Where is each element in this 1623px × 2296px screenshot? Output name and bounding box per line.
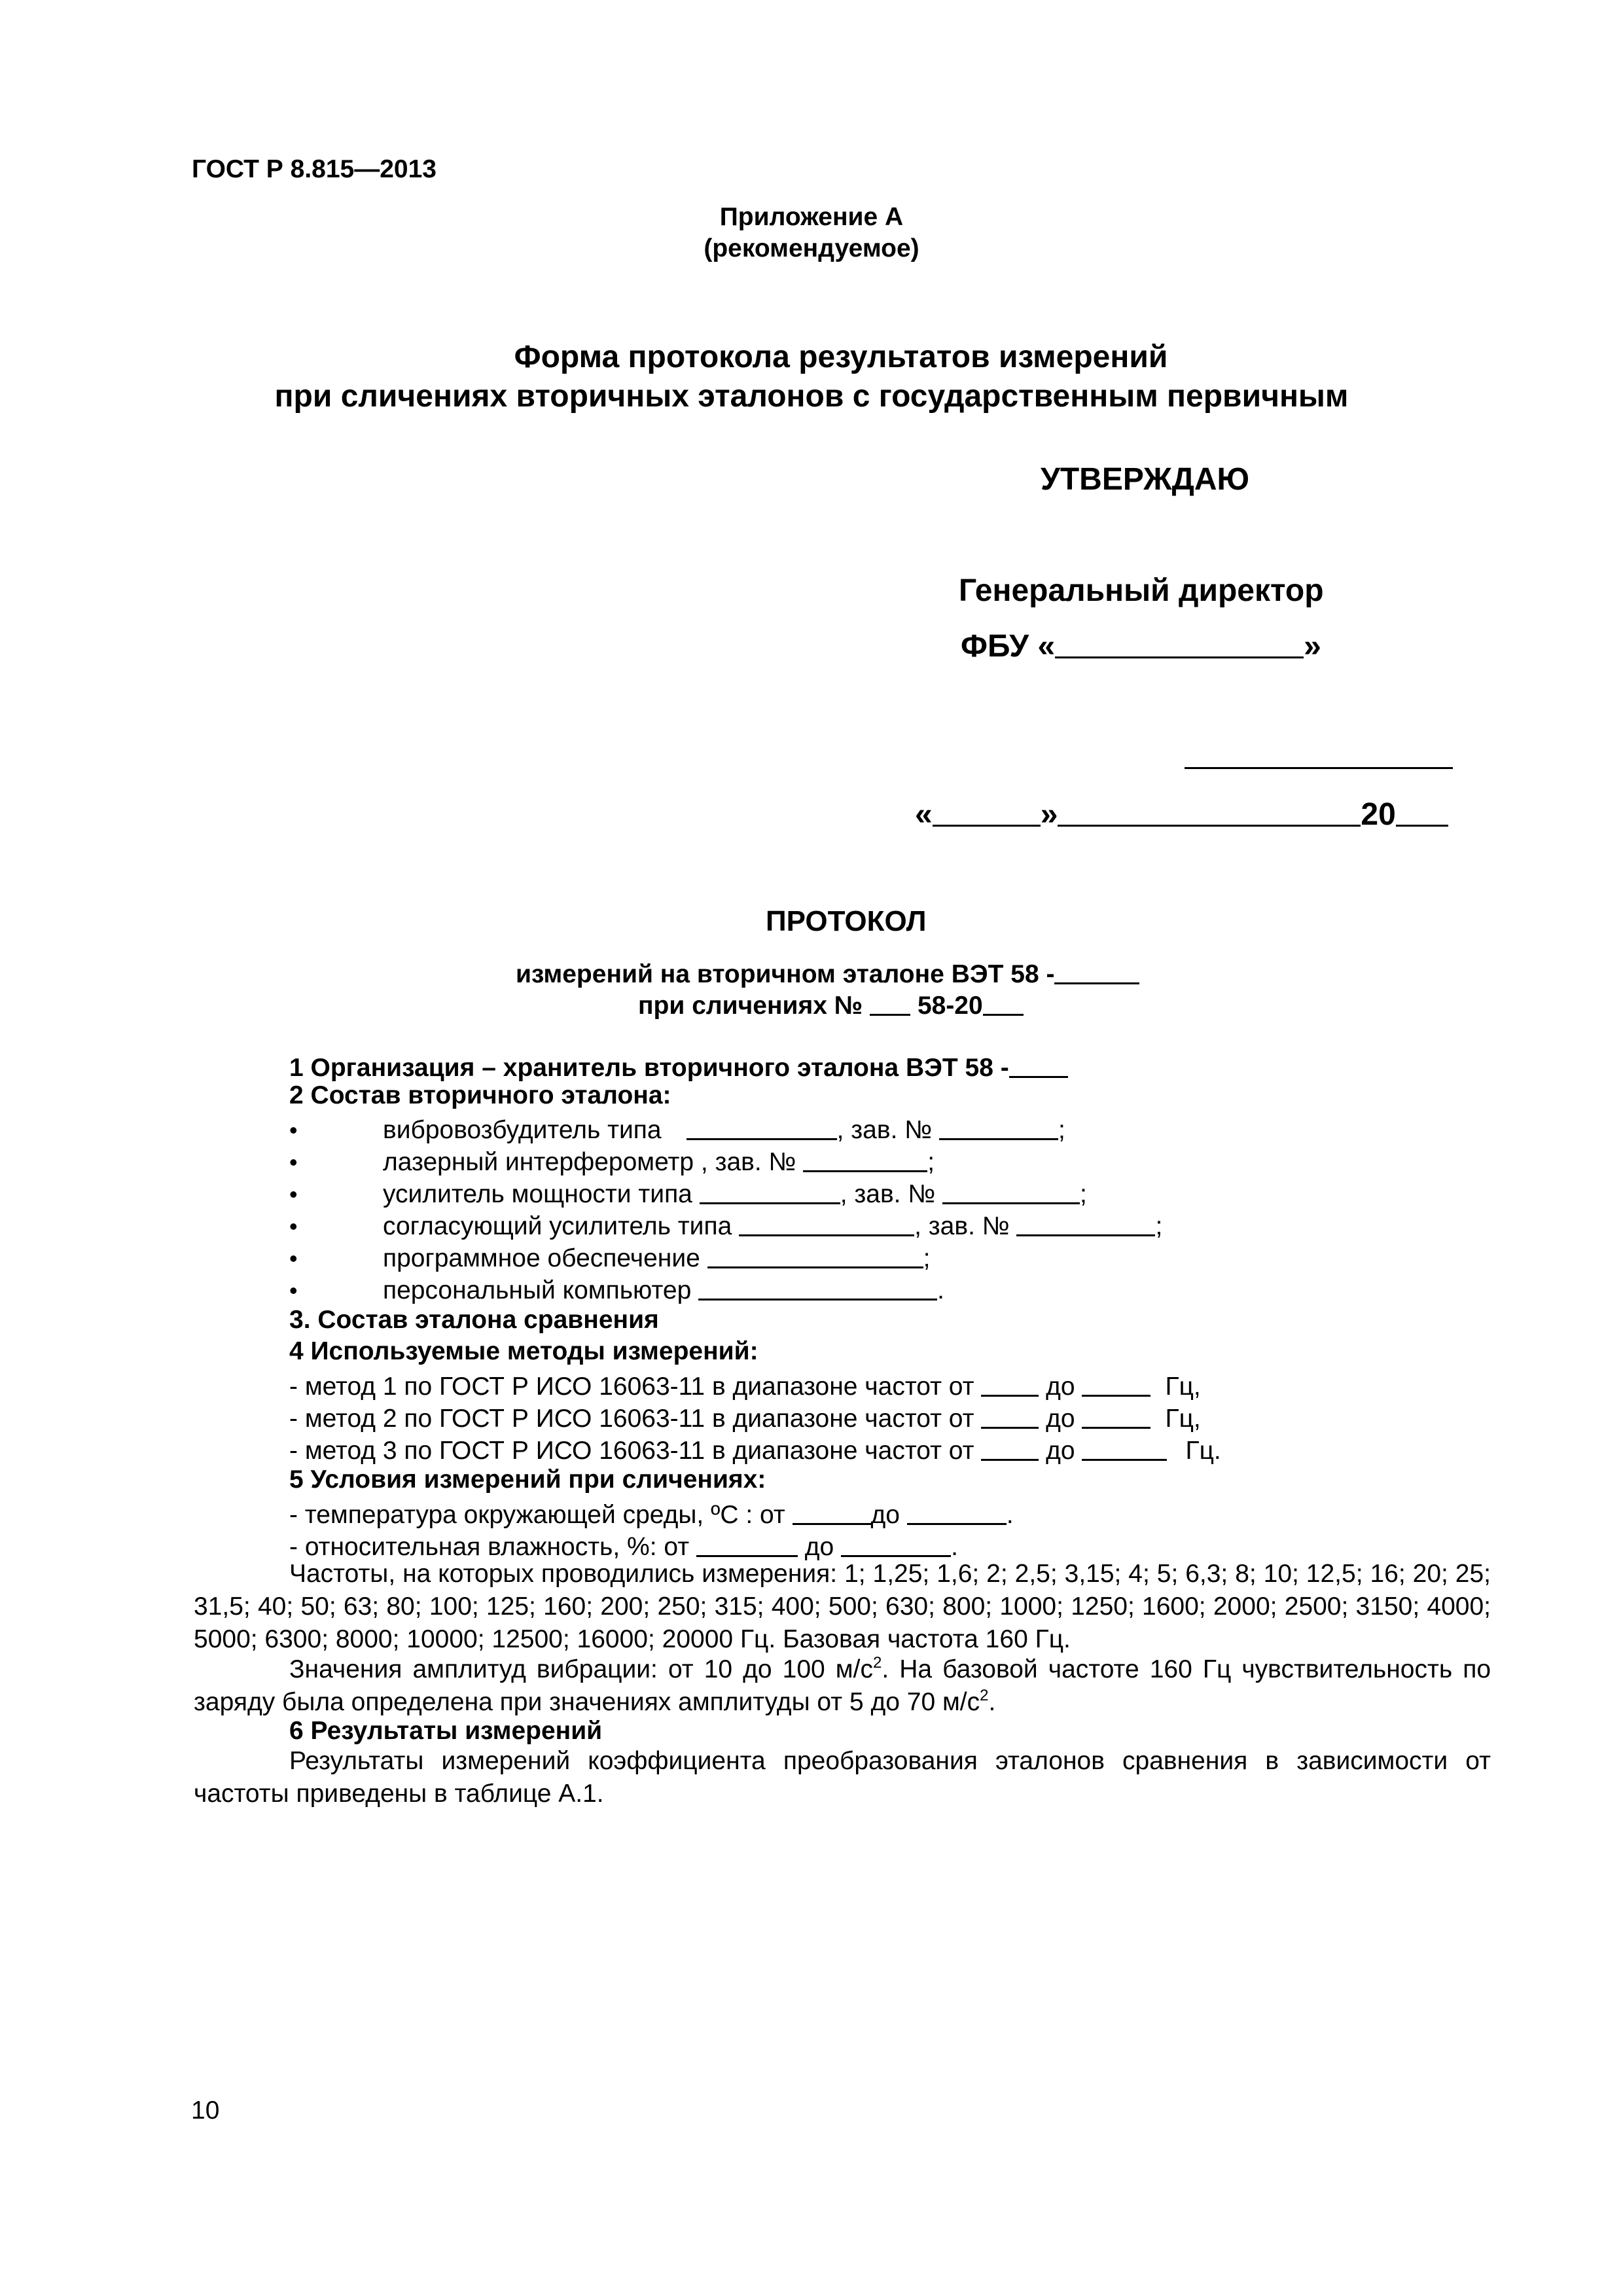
humidity-from-blank[interactable] xyxy=(696,1530,798,1557)
approve-label: УТВЕРЖДАЮ xyxy=(1041,462,1249,497)
method3-to-blank[interactable] xyxy=(1082,1433,1167,1461)
custodian-blank[interactable] xyxy=(1009,1050,1068,1078)
bullet-icon: • xyxy=(289,1181,298,1208)
condition-humidity: - относительная влажность, %: от до . xyxy=(289,1530,958,1562)
amplitudes-paragraph: Значения амплитуд вибрации: от 10 до 100 $м/с^2$. На базовой частоте 160 Гц чувствительность по заряду была определена при значениях амплитуды от 5 до 70 $м/с^2$. xyxy=(194,1654,1491,1716)
equipment-item-computer: персональный компьютер . xyxy=(383,1273,944,1305)
organization-line: ФБУ « » xyxy=(961,625,1321,664)
humidity-to-blank[interactable] xyxy=(841,1530,951,1557)
protocol-line2: при сличениях № 58-20 xyxy=(638,988,1024,1020)
method2-from-blank[interactable] xyxy=(981,1401,1039,1429)
bullet-icon: • xyxy=(289,1149,298,1175)
section-2: 2 Состав вторичного эталона: xyxy=(289,1081,671,1109)
date-month-blank[interactable] xyxy=(1058,793,1361,827)
results-paragraph: Результаты измерений коэффициента преобразования эталонов сравнения в зависимости от частоты приведены в таблице А.1. xyxy=(194,1747,1491,1808)
signature-line[interactable] xyxy=(1185,767,1453,769)
equipment-item-power-amplifier: усилитель мощности типа , зав. № ; xyxy=(383,1177,1087,1209)
annex-title: Приложение А xyxy=(719,203,904,231)
form-title-line1: Форма протокола результатов измерений xyxy=(514,340,1168,374)
power-amplifier-type-blank[interactable] xyxy=(700,1177,840,1204)
comparison-year-blank[interactable] xyxy=(983,988,1024,1016)
method-2: - метод 2 по ГОСТ Р ИСО 16063-11 в диапазоне частот от до Гц, xyxy=(289,1401,1201,1433)
matching-amplifier-type-blank[interactable] xyxy=(739,1209,914,1236)
temperature-from-blank[interactable] xyxy=(793,1498,871,1525)
equipment-item-exciter: вибровозбудитель типа , зав. № ; xyxy=(383,1113,1065,1145)
doc-code: ГОСТ Р 8.815—2013 xyxy=(192,155,437,183)
exciter-type-blank[interactable] xyxy=(687,1113,837,1140)
section-4: 4 Используемые методы измерений: xyxy=(289,1337,758,1365)
interferometer-serial-blank[interactable] xyxy=(803,1145,927,1172)
section-5: 5 Условия измерений при сличениях: xyxy=(289,1465,766,1494)
temperature-to-blank[interactable] xyxy=(907,1498,1007,1525)
equipment-item-matching-amplifier: согласующий усилитель типа , зав. № ; xyxy=(383,1209,1162,1241)
matching-amplifier-serial-blank[interactable] xyxy=(1016,1209,1155,1236)
annex-subtitle: (рекомендуемое) xyxy=(704,234,919,262)
comparison-number-blank[interactable] xyxy=(870,988,910,1016)
method-1: - метод 1 по ГОСТ Р ИСО 16063-11 в диапазоне частот от до Гц, xyxy=(289,1369,1201,1401)
bullet-icon: • xyxy=(289,1213,298,1240)
bullet-icon: • xyxy=(289,1117,298,1143)
page-number: 10 xyxy=(191,2096,220,2125)
computer-blank[interactable] xyxy=(698,1273,937,1300)
method2-to-blank[interactable] xyxy=(1082,1401,1150,1429)
protocol-title: ПРОТОКОЛ xyxy=(766,905,927,937)
exciter-serial-blank[interactable] xyxy=(939,1113,1058,1140)
organization-blank[interactable] xyxy=(1055,625,1304,658)
director-position: Генеральный директор xyxy=(959,573,1324,608)
date-year-blank[interactable] xyxy=(1396,793,1448,827)
bullet-icon: • xyxy=(289,1277,298,1304)
protocol-line1: измерений на вторичном эталоне ВЭТ 58 - xyxy=(516,957,1139,989)
equipment-item-interferometer: лазерный интерферометр , зав. № ; xyxy=(383,1145,935,1177)
section-6: 6 Результаты измерений xyxy=(289,1717,603,1745)
form-title-line2: при сличениях вторичных эталонов с государственным первичным xyxy=(274,379,1349,414)
software-blank[interactable] xyxy=(707,1241,923,1268)
power-amplifier-serial-blank[interactable] xyxy=(942,1177,1080,1204)
date-line: « » 20 xyxy=(915,793,1448,833)
equipment-item-software: программное обеспечение ; xyxy=(383,1241,930,1273)
method1-from-blank[interactable] xyxy=(981,1369,1039,1397)
bullet-icon: • xyxy=(289,1245,298,1272)
frequencies-paragraph: Частоты, на которых проводились измерения: 1; 1,25; 1,6; 2; 2,5; 3,15; 4; 5; 6,3; 8; 10; 12,5; 16; 20; 25; 31,5; 40; 50; 63; 80; 100; 125; 160; 200; 250; 315; 400; 500; 630; 800; 1000; 1250; 1600; 2000; 2500; 3150; 4000; 5000; 6300; 8000; 10000; 12500; 16000; 20000 Гц. Базовая частота 160 Гц. xyxy=(194,1560,1491,1653)
condition-temperature: - температура окружающей среды, ºС : от до . xyxy=(289,1498,1014,1530)
method1-to-blank[interactable] xyxy=(1082,1369,1150,1397)
standard-number-blank[interactable] xyxy=(1054,957,1139,984)
method-3: - метод 3 по ГОСТ Р ИСО 16063-11 в диапазоне частот от до Гц. xyxy=(289,1433,1221,1465)
section-1: 1 Организация – хранитель вторичного эталона ВЭТ 58 - xyxy=(289,1050,1068,1083)
section-3: 3. Состав эталона сравнения xyxy=(289,1306,659,1334)
date-day-blank[interactable] xyxy=(933,793,1041,827)
method3-from-blank[interactable] xyxy=(981,1433,1039,1461)
